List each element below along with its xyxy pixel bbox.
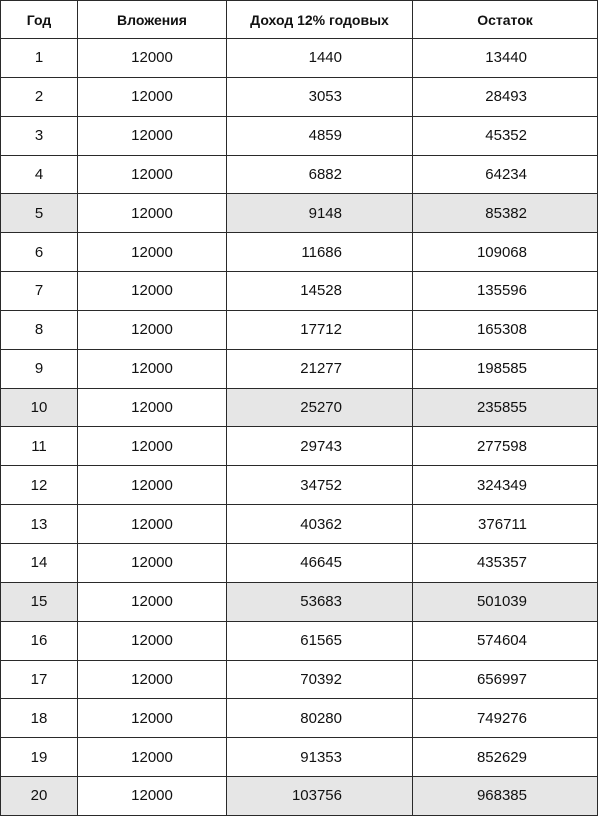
income-cell: 11686 (227, 233, 413, 272)
year-cell: 12 (1, 466, 78, 505)
balance-cell: 13440 (413, 39, 598, 78)
investment-cell: 12000 (78, 77, 227, 116)
investment-cell: 12000 (78, 194, 227, 233)
income-cell: 46645 (227, 543, 413, 582)
income-cell: 9148 (227, 194, 413, 233)
table-row (1, 543, 598, 582)
balance-cell: 45352 (413, 116, 598, 155)
year-cell: 1 (1, 39, 78, 78)
investment-cell: 12000 (78, 543, 227, 582)
year-cell: 14 (1, 543, 78, 582)
header-investment: Вложения (78, 1, 227, 39)
investment-cell: 12000 (78, 777, 227, 816)
table-row (1, 77, 598, 116)
balance-cell: 165308 (413, 310, 598, 349)
balance-cell: 109068 (413, 233, 598, 272)
table-row (1, 660, 598, 699)
table-body (1, 39, 598, 816)
year-cell: 8 (1, 310, 78, 349)
income-cell: 17712 (227, 310, 413, 349)
investment-cell: 12000 (78, 349, 227, 388)
income-cell: 61565 (227, 621, 413, 660)
balance-cell: 656997 (413, 660, 598, 699)
year-cell: 18 (1, 699, 78, 738)
balance-cell: 968385 (413, 777, 598, 816)
income-cell: 70392 (227, 660, 413, 699)
investment-cell: 12000 (78, 427, 227, 466)
income-cell: 91353 (227, 738, 413, 777)
table-row (1, 738, 598, 777)
investment-cell: 12000 (78, 582, 227, 621)
year-cell: 11 (1, 427, 78, 466)
investment-cell: 12000 (78, 738, 227, 777)
balance-cell: 198585 (413, 349, 598, 388)
income-cell: 25270 (227, 388, 413, 427)
table-row (1, 699, 598, 738)
income-cell: 6882 (227, 155, 413, 194)
header-row (1, 1, 598, 39)
table-row (1, 116, 598, 155)
balance-cell: 277598 (413, 427, 598, 466)
investment-cell: 12000 (78, 388, 227, 427)
balance-cell: 324349 (413, 466, 598, 505)
table-row (1, 349, 598, 388)
table-row (1, 466, 598, 505)
income-cell: 14528 (227, 272, 413, 311)
balance-cell: 574604 (413, 621, 598, 660)
balance-cell: 435357 (413, 543, 598, 582)
balance-cell: 64234 (413, 155, 598, 194)
balance-cell: 749276 (413, 699, 598, 738)
table-row (1, 582, 598, 621)
balance-cell: 85382 (413, 194, 598, 233)
year-cell: 13 (1, 505, 78, 544)
year-cell: 5 (1, 194, 78, 233)
balance-cell: 135596 (413, 272, 598, 311)
income-cell: 80280 (227, 699, 413, 738)
table-row (1, 39, 598, 78)
investment-cell: 12000 (78, 233, 227, 272)
table-row (1, 505, 598, 544)
year-cell: 20 (1, 777, 78, 816)
income-cell: 3053 (227, 77, 413, 116)
balance-cell: 28493 (413, 77, 598, 116)
year-cell: 7 (1, 272, 78, 311)
income-cell: 21277 (227, 349, 413, 388)
investment-cell: 12000 (78, 116, 227, 155)
table-row (1, 194, 598, 233)
investment-cell: 12000 (78, 466, 227, 505)
balance-cell: 235855 (413, 388, 598, 427)
table-row (1, 777, 598, 816)
income-cell: 53683 (227, 582, 413, 621)
investment-cell: 12000 (78, 155, 227, 194)
income-cell: 34752 (227, 466, 413, 505)
year-cell: 3 (1, 116, 78, 155)
year-cell: 4 (1, 155, 78, 194)
table-row (1, 388, 598, 427)
year-cell: 16 (1, 621, 78, 660)
header-balance: Остаток (413, 1, 598, 39)
income-cell: 1440 (227, 39, 413, 78)
income-cell: 29743 (227, 427, 413, 466)
balance-cell: 376711 (413, 505, 598, 544)
year-cell: 2 (1, 77, 78, 116)
investment-cell: 12000 (78, 272, 227, 311)
year-cell: 19 (1, 738, 78, 777)
income-cell: 4859 (227, 116, 413, 155)
investment-cell: 12000 (78, 505, 227, 544)
table-header (1, 1, 598, 39)
balance-cell: 501039 (413, 582, 598, 621)
investment-cell: 12000 (78, 660, 227, 699)
table-row (1, 233, 598, 272)
table-row (1, 621, 598, 660)
year-cell: 9 (1, 349, 78, 388)
income-cell: 103756 (227, 777, 413, 816)
investment-cell: 12000 (78, 699, 227, 738)
year-cell: 15 (1, 582, 78, 621)
investment-cell: 12000 (78, 310, 227, 349)
table-row (1, 310, 598, 349)
year-cell: 17 (1, 660, 78, 699)
table-row (1, 272, 598, 311)
year-cell: 10 (1, 388, 78, 427)
balance-cell: 852629 (413, 738, 598, 777)
investment-cell: 12000 (78, 621, 227, 660)
investment-cell: 12000 (78, 39, 227, 78)
table-row (1, 155, 598, 194)
year-cell: 6 (1, 233, 78, 272)
header-year: Год (1, 1, 78, 39)
header-income: Доход 12% годовых (227, 1, 413, 39)
table-row (1, 427, 598, 466)
income-cell: 40362 (227, 505, 413, 544)
